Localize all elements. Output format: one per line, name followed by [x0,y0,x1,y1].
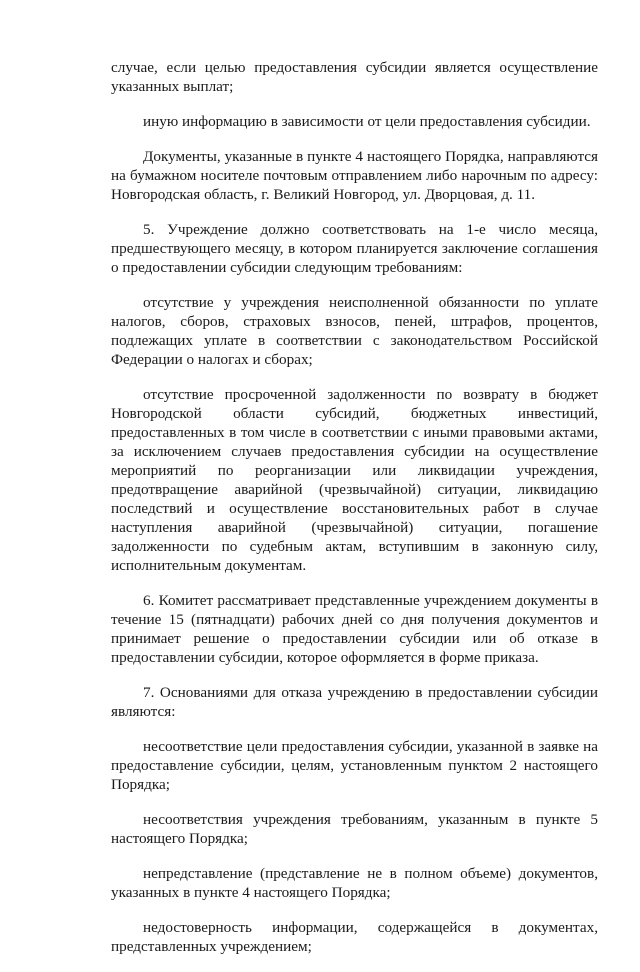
document-body [111,58,598,972]
paragraph: несоответствия учреждения требованиям, указанным в пункте 5 настоящего Порядка; [111,811,598,847]
paragraph-item-7: 7. Основаниями для отказа учреждению в предоставлении субсидии являются: [111,684,598,720]
paragraph: отсутствие у учреждения неисполненной обязанности по уплате налогов, сборов, страховых взносов, пеней, штрафов, процентов, подлежащих уплате в соответствии с законодательством Российской Федерации о налогах и сборах; [111,294,598,368]
paragraph: иную информацию в зависимости от цели предоставления субсидии. [143,113,591,130]
paragraph-item-5: 5. Учреждение должно соответствовать на 1-е число месяца, предшествующего месяцу, в котором планируется заключение соглашения о предоставлении субсидии следующим требованиям: [111,221,598,276]
paragraph-item-6: 6. Комитет рассматривает представленные учреждением документы в течение 15 (пятнадцати) рабочих дней со дня получения документов и принимает решение о предоставлении субсидии или об отказе в предоставлении субсидии, которое оформляется в форме приказа. [111,592,598,666]
paragraph: Документы, указанные в пункте 4 настоящего Порядка, направляются на бумажном носителе почтовым отправлением либо нарочным по адресу: Новгородская область, г. Великий Новгород, ул. Дворцовая, д. 11. [111,148,598,203]
paragraph: несоответствие цели предоставления субсидии, указанной в заявке на предоставление субсидии, целям, установленным пунктом 2 настоящего Порядка; [111,738,598,793]
paragraph-continuation: случае, если целью предоставления субсидии является осуществление указанных выплат; [111,59,598,95]
paragraph: отсутствие просроченной задолженности по возврату в бюджет Новгородской области субсидий, бюджетных инвестиций, предоставленных в том числе в соответствии с иными правовыми актами, за исключением случаев предоставления субсидии на осуществление мероприятий по реорганизации или ликвидации учреждения, предотвращение аварийной (чрезвычайной) ситуации, ликвидацию последствий и осуществление восстановительных работ в случае наступления аварийной (чрезвычайной) ситуации, погашение задолженности по судебным актам, вступившим в законную силу, исполнительным документам. [111,386,598,574]
paragraph: недостоверность информации, содержащейся в документах, представленных учреждением; [111,919,598,955]
paragraph: непредставление (представление не в полном объеме) документов, указанных в пункте 4 настоящего Порядка; [111,865,598,901]
